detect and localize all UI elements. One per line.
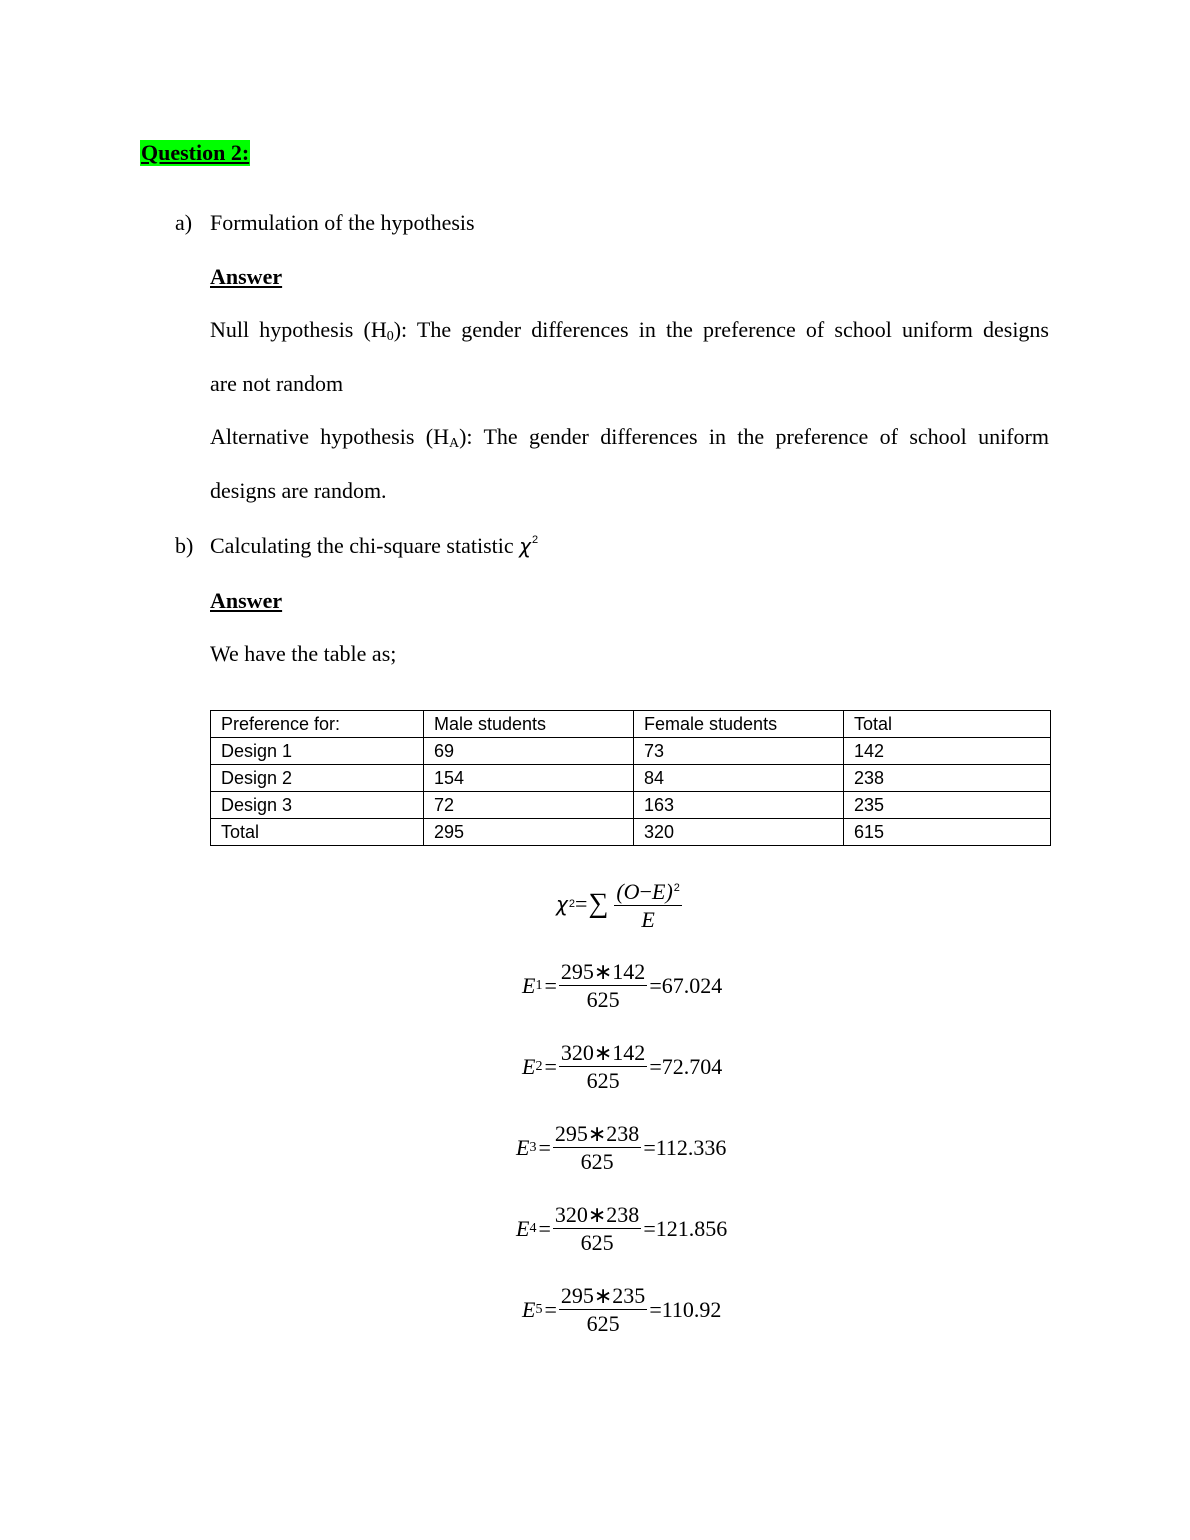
part-a-answer-label: Answer [210,264,283,289]
formula-equals: = [574,891,588,916]
expected-sub: 3 [529,1140,537,1155]
expected-denominator: 625 [586,1311,620,1336]
expected-equation: E 1 = $\frac{295∗142}{625}$ =67.024 [522,959,723,1012]
formula-num-minus: − [639,879,652,904]
table-cell: 72 [424,792,634,819]
expected-var: E [522,1054,536,1079]
formula-denominator: E [641,907,655,932]
formula-num-power: 2 [673,882,680,894]
expected-numerator: 295∗142 [560,959,646,984]
table-cell: Design 1 [211,738,424,765]
formula-num-open: (O [616,879,640,904]
null-hypothesis-line2: are not random [210,371,344,396]
table-cell: 69 [424,738,634,765]
alt-hypothesis-post: ): The gender differences in the preference of school uniform [459,424,1049,449]
table-header-cell: Total [844,711,1051,738]
table-cell: 238 [844,765,1051,792]
formula-num-close: E) [652,879,673,904]
null-hypothesis-pre: Null hypothesis (H [210,317,387,342]
table-row [211,792,1051,819]
expected-equation: E 4 = $\frac{320∗238}{625}$ =121.856 [516,1202,728,1255]
expected-var: E [516,1135,530,1160]
part-a-title: Formulation of the hypothesis [210,210,475,235]
expected-numerator: 295∗238 [554,1121,640,1146]
expected-denominator: 625 [580,1230,614,1255]
expected-numerator: 295∗235 [560,1283,646,1308]
expected-sub: 2 [535,1059,543,1074]
part-b-marker: b) [175,533,194,558]
null-hypothesis-post: ): The gender differences in the preference of school uniform designs [393,317,1049,342]
expected-var: E [516,1216,530,1241]
table-cell: 295 [424,819,634,846]
part-b-answer-label: Answer [210,588,283,613]
expected-sub: 5 [535,1302,543,1317]
table-header-cell: Female students [634,711,844,738]
expected-result: =67.024 [649,973,723,998]
expected-equation: E 5 = $\frac{295∗235}{625}$ =110.92 [522,1283,722,1336]
expected-result: =110.92 [649,1297,722,1322]
chi-symbol: χ [519,534,531,558]
expected-fraction [553,1122,641,1174]
formula-fraction [614,876,682,932]
alt-hypothesis-pre: Alternative hypothesis (H [210,424,449,449]
formula-chi-power: 2 [568,898,575,910]
table-cell: 73 [634,738,844,765]
expected-equation: E 2 = $\frac{320∗142}{625}$ =72.704 [522,1040,723,1093]
sigma-icon: ∑ [588,888,609,919]
table-header-cell: Preference for: [211,711,424,738]
expected-fraction [553,1203,641,1255]
expected-numerator: 320∗238 [554,1202,640,1227]
table-row [211,765,1051,792]
part-b-title [210,533,538,559]
expected-result: =121.856 [643,1216,728,1241]
chi-power: 2 [531,534,539,546]
table-cell: 84 [634,765,844,792]
expected-fraction [559,960,647,1012]
expected-denominator: 625 [586,1068,620,1093]
table-header-cell: Male students [424,711,634,738]
table-cell: 320 [634,819,844,846]
table-cell: 235 [844,792,1051,819]
null-hypothesis-line1 [210,317,1049,345]
expected-result: =112.336 [643,1135,727,1160]
table-row [211,738,1051,765]
chi-square-formula [556,876,684,932]
table-cell: 142 [844,738,1051,765]
table-cell: Design 2 [211,765,424,792]
expected-sub: 4 [529,1221,537,1236]
alt-hypothesis-subscript: A [448,436,460,451]
expected-fraction [559,1284,647,1336]
expected-fraction [559,1041,647,1093]
expected-result: =72.704 [649,1054,723,1079]
expected-denominator: 625 [580,1149,614,1174]
part-b-title-text: Calculating the chi-square statistic [210,533,514,558]
alt-hypothesis-line2: designs are random. [210,478,387,503]
expected-denominator: 625 [586,987,620,1012]
alt-hypothesis-line1 [210,424,1049,452]
expected-equation: E 3 = $\frac{295∗238}{625}$ =112.336 [516,1121,727,1174]
expected-var: E [522,1297,536,1322]
question-heading: Question 2: [141,140,250,165]
table-cell: Design 3 [211,792,424,819]
expected-sub: 1 [535,978,543,993]
part-a-marker: a) [175,210,193,235]
formula-chi: χ [556,892,568,916]
expected-numerator: 320∗142 [560,1040,646,1065]
formula-numerator [614,876,682,906]
table-cell: Total [211,819,424,846]
table-cell: 615 [844,819,1051,846]
table-header-row [211,711,1051,738]
table-intro: We have the table as; [210,641,397,666]
preference-table [210,710,1051,846]
table-cell: 163 [634,792,844,819]
expected-var: E [522,973,536,998]
null-hypothesis-subscript: 0 [386,329,394,344]
table-total-row [211,819,1051,846]
table-cell: 154 [424,765,634,792]
